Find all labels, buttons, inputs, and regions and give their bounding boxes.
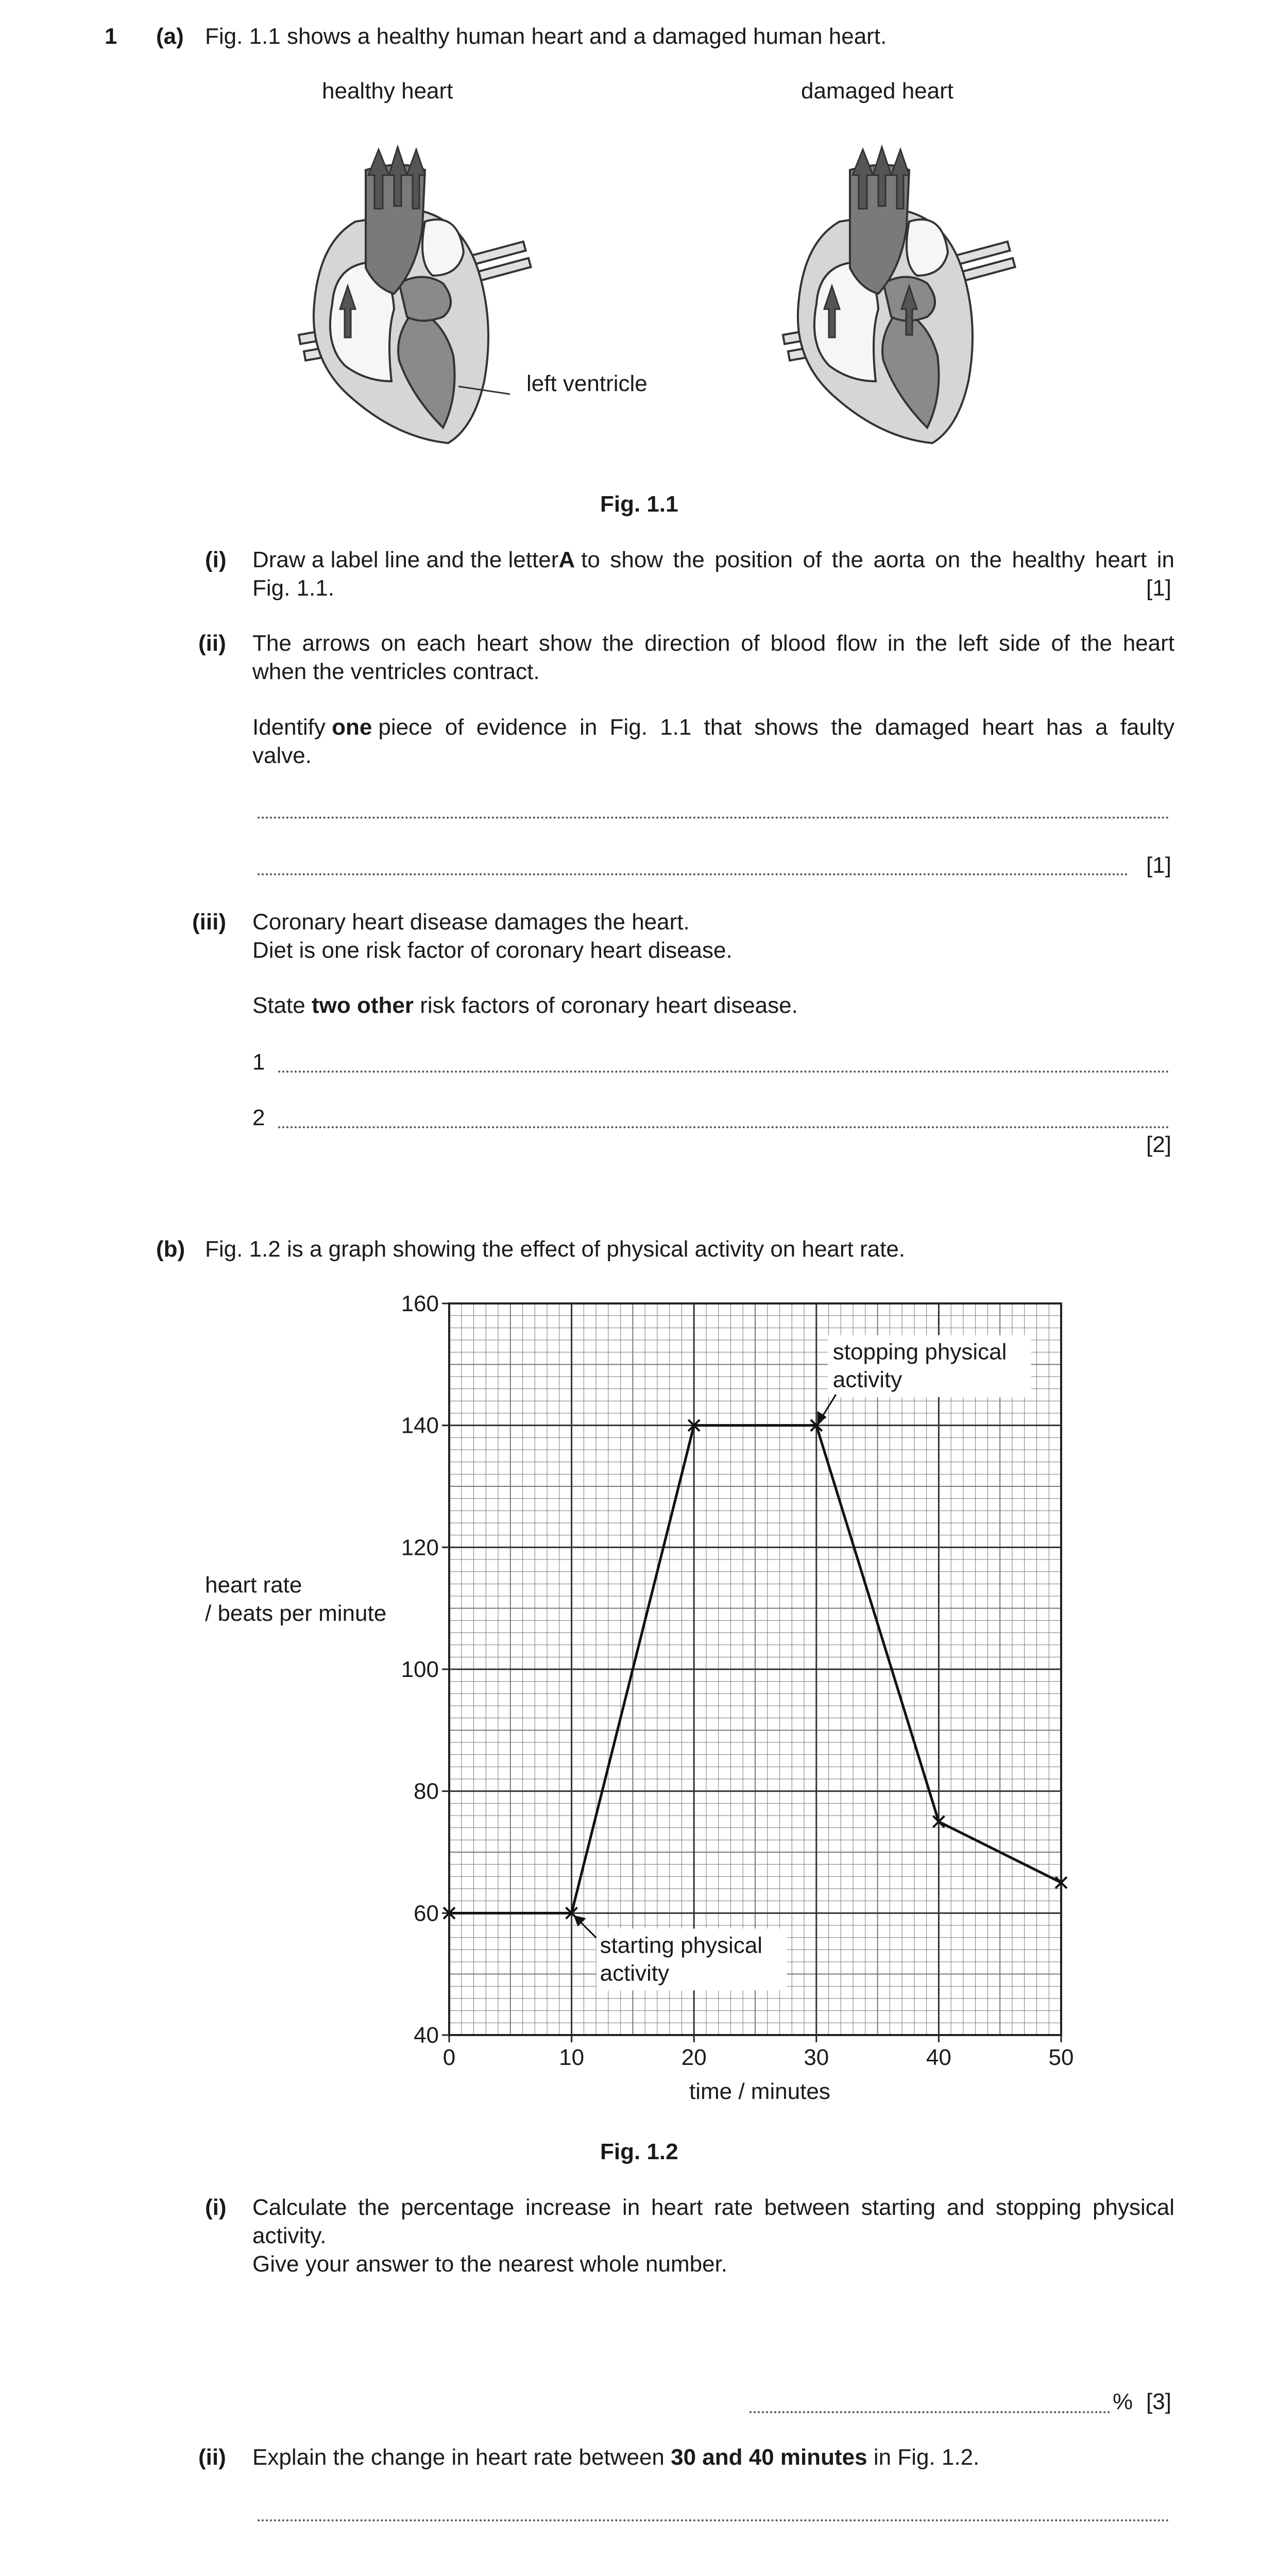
damaged-heart-label: damaged heart — [801, 78, 953, 104]
x-tick-label: 10 — [559, 2045, 585, 2070]
fig-1-2-caption: Fig. 1.2 — [600, 2139, 678, 2164]
x-tick-label: 30 — [804, 2045, 829, 2070]
b-sub-i-marks: [3] — [1146, 2389, 1171, 2414]
sub-ii-para2-line1: Identify one piece of evidence in Fig. 1.1 that shows the damaged heart has a faulty — [252, 715, 1174, 740]
sub-i-line1: Draw a label line and the letter A to show the position of the aorta on the healthy heart in — [252, 547, 1174, 572]
y-tick-label: 120 — [401, 1535, 439, 1561]
x-axis-label: time / minutes — [689, 2079, 830, 2104]
y-axis-label-line2: / beats per minute — [205, 1601, 387, 1626]
y-tick-label: 160 — [401, 1291, 439, 1316]
sub-iii-marks: [2] — [1146, 1132, 1171, 1157]
b-sub-ii-prompt: Explain the change in heart rate between 30 and 40 minutes in Fig. 1.2. — [252, 2445, 980, 2470]
sub-ii-marks: [1] — [1146, 853, 1171, 878]
healthy-heart-label: healthy heart — [322, 78, 453, 104]
sub-iii-label: (iii) — [192, 909, 226, 935]
x-tick-label: 0 — [442, 2045, 456, 2070]
sub-ii-para1-line2: when the ventricles contract. — [252, 659, 540, 684]
annotation-stopping-line2: activity — [832, 1367, 902, 1393]
b-sub-i-line1: Calculate the percentage increase in heart rate between starting and stopping physical — [252, 2195, 1174, 2220]
y-tick-label: 60 — [414, 1901, 439, 1926]
y-tick-label: 80 — [414, 1778, 439, 1804]
y-axis-label-line1: heart rate — [205, 1572, 302, 1598]
answer-1-number: 1 — [252, 1049, 265, 1075]
sub-i-marks: [1] — [1146, 575, 1171, 601]
sub-ii-para1-line1: The arrows on each heart show the direction of blood flow in the left side of the heart — [252, 631, 1174, 656]
percent-unit: % — [1113, 2389, 1133, 2414]
sub-i-label: (i) — [205, 547, 227, 572]
question-number: 1 — [105, 24, 117, 49]
percentage-answer-line[interactable] — [749, 2411, 1110, 2413]
y-tick-label: 100 — [401, 1657, 439, 1682]
answer-2-number: 2 — [252, 1105, 265, 1130]
x-tick-label: 50 — [1048, 2045, 1074, 2070]
part-a-intro: Fig. 1.1 shows a healthy human heart and a damaged human heart. — [205, 24, 887, 49]
b-sub-i-line2: activity. — [252, 2223, 327, 2248]
fig-1-1-caption: Fig. 1.1 — [600, 492, 678, 517]
sub-i-line2: Fig. 1.1. — [252, 575, 334, 601]
sub-ii-para2-line2: valve. — [252, 743, 312, 768]
sub-iii-line2: Diet is one risk factor of coronary heart disease. — [252, 938, 732, 963]
annotation-starting-line2: activity — [600, 1960, 670, 1986]
b-sub-ii-label: (ii) — [198, 2445, 226, 2470]
sub-ii-label: (ii) — [198, 631, 226, 656]
x-tick-label: 40 — [926, 2045, 951, 2070]
x-tick-label: 20 — [681, 2045, 707, 2070]
annotation-stopping-line1: stopping physical — [832, 1339, 1007, 1365]
part-b-label: (b) — [156, 1236, 185, 1262]
sub-iii-line1: Coronary heart disease damages the heart. — [252, 909, 690, 935]
y-tick-label: 140 — [401, 1413, 439, 1438]
y-tick-label: 40 — [414, 2023, 439, 2048]
b-sub-i-line3: Give your answer to the nearest whole number. — [252, 2251, 728, 2277]
part-a-label: (a) — [156, 24, 184, 49]
annotation-starting-line1: starting physical — [600, 1933, 763, 1958]
answer-line[interactable] — [258, 2519, 1169, 2521]
b-sub-i-label: (i) — [205, 2195, 227, 2220]
part-b-intro: Fig. 1.2 is a graph showing the effect of physical activity on heart rate. — [205, 1236, 906, 1262]
left-ventricle-label: left ventricle — [526, 371, 647, 396]
sub-iii-prompt: State two other risk factors of coronary heart disease. — [252, 993, 798, 1018]
